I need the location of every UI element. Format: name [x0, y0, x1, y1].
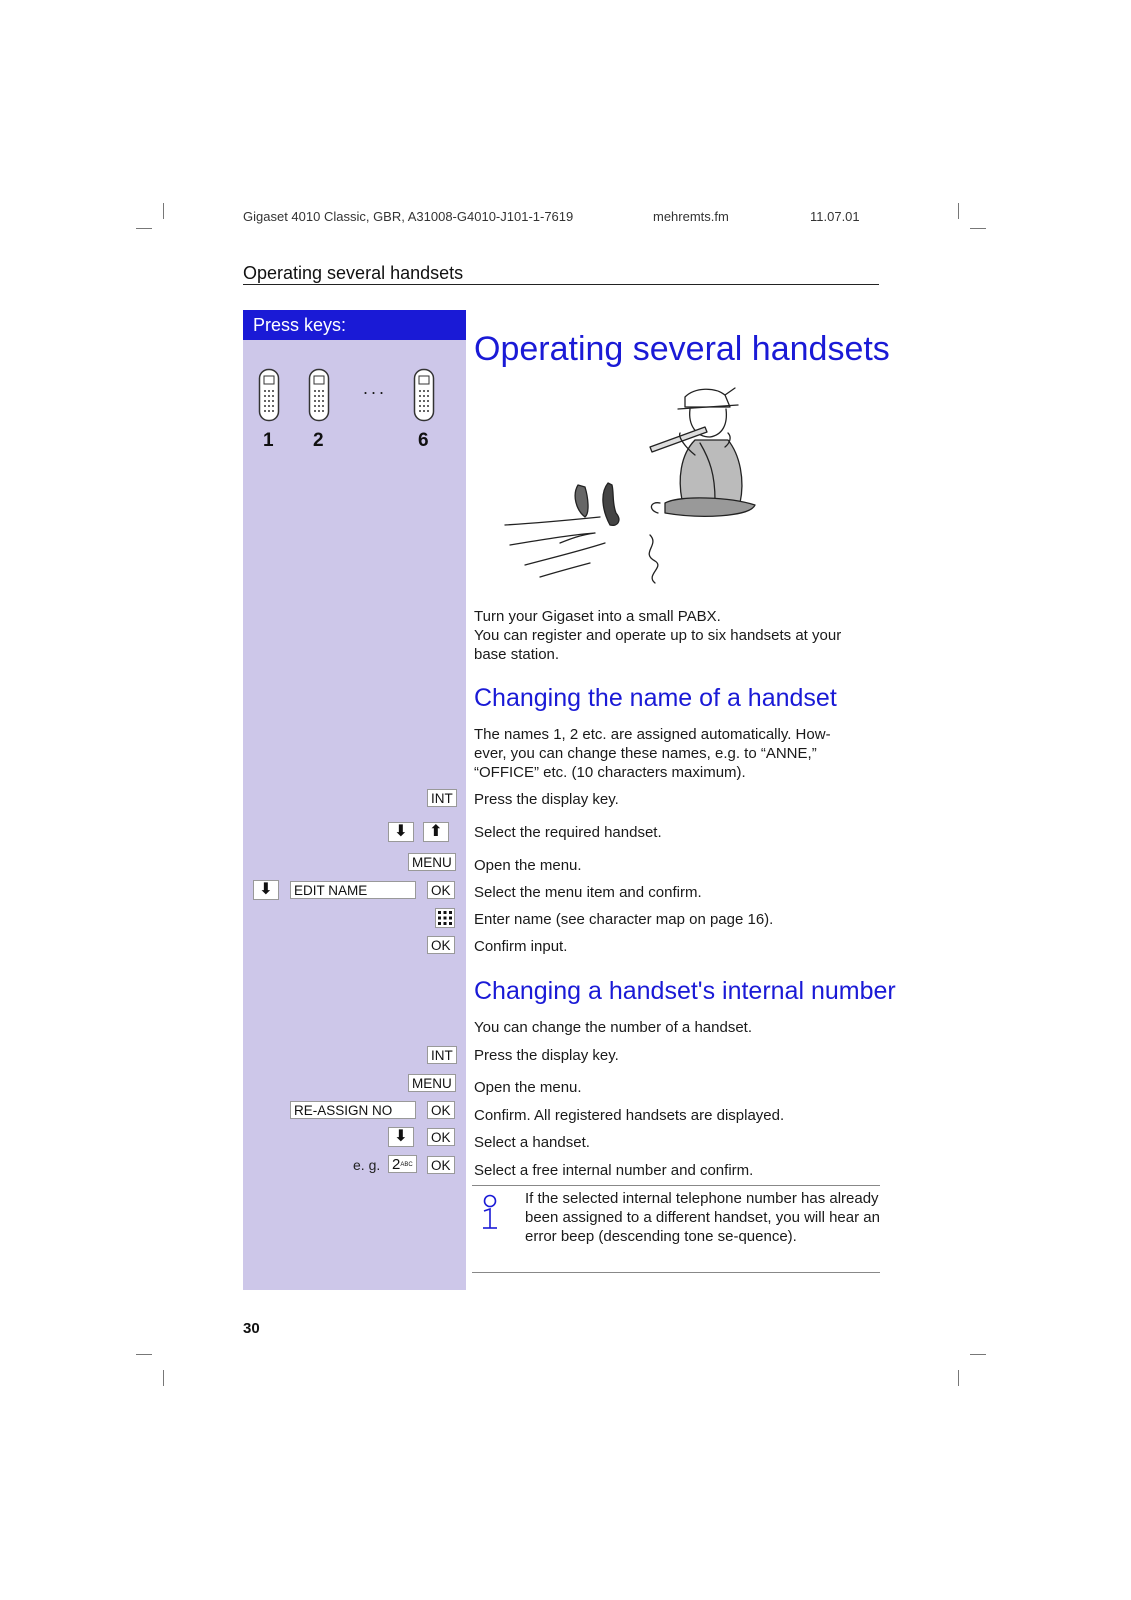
step-text: Confirm input.: [474, 938, 568, 955]
step-text: Open the menu.: [474, 857, 582, 874]
arrow-down-key[interactable]: ⬇: [388, 1127, 414, 1147]
ok-key[interactable]: OK: [427, 1156, 455, 1174]
crop-mark: [958, 203, 959, 219]
example-label: e. g.: [353, 1157, 381, 1173]
handset-icon: [413, 368, 435, 422]
step-text: Press the display key.: [474, 791, 619, 808]
section-heading-change-number: Changing a handset's internal number: [474, 977, 896, 1005]
ok-key[interactable]: OK: [427, 881, 455, 899]
step-text: Press the display key.: [474, 1047, 619, 1064]
keypad-icon: [435, 908, 455, 928]
crop-mark: [970, 228, 986, 229]
section2-intro: You can change the number of a handset.: [474, 1019, 752, 1036]
int-key[interactable]: INT: [427, 1046, 457, 1064]
handset-ellipsis: ...: [363, 378, 388, 398]
menu-key[interactable]: MENU: [408, 1074, 456, 1092]
step-text: Select a handset.: [474, 1134, 590, 1151]
crop-mark: [970, 1354, 986, 1355]
header-doc-id: Gigaset 4010 Classic, GBR, A31008-G4010-J101-1-7619: [243, 209, 574, 224]
crop-mark: [136, 228, 152, 229]
digit-2-key[interactable]: [388, 1155, 417, 1173]
section1-para-line-2: ever, you can change these names, e.g. to “ANNE,”: [474, 745, 817, 762]
int-key[interactable]: INT: [427, 789, 457, 807]
man-with-flute-illustration: [500, 385, 760, 595]
crop-mark: [136, 1354, 152, 1355]
section-heading-change-name: Changing the name of a handset: [474, 684, 837, 712]
ok-key[interactable]: OK: [427, 936, 455, 954]
section1-para-line-1: The names 1, 2 etc. are assigned automatically. How-: [474, 726, 831, 743]
handset-icon: [258, 368, 280, 422]
digit-2-key-letters: ABC: [400, 1162, 413, 1168]
step-text: Select the menu item and confirm.: [474, 884, 702, 901]
press-keys-sidebar: [243, 310, 466, 1290]
info-note: If the selected internal telephone number has already been assigned to a different handset, you will hear an error beep (descending tone se-quence).: [525, 1190, 880, 1245]
digit-2-key-number: 2: [392, 1156, 401, 1173]
running-head-rule: [243, 284, 879, 285]
header-date: 11.07.01: [810, 209, 860, 224]
intro-line-3: base station.: [474, 646, 560, 663]
ok-key[interactable]: OK: [427, 1128, 455, 1146]
crop-mark: [163, 1370, 164, 1386]
arrow-down-key[interactable]: ⬇: [388, 822, 414, 842]
step-text: Enter name (see character map on page 16).: [474, 911, 774, 928]
page-number: 30: [243, 1320, 260, 1337]
menu-key[interactable]: MENU: [408, 853, 456, 871]
crop-mark: [163, 203, 164, 219]
edit-name-display[interactable]: EDIT NAME: [290, 881, 416, 899]
header-file: mehremts.fm: [653, 209, 729, 224]
intro-line-1: Turn your Gigaset into a small PABX.: [474, 608, 721, 625]
arrow-down-key[interactable]: ⬇: [253, 880, 279, 900]
arrow-up-key[interactable]: ⬆: [423, 822, 449, 842]
handset-number-2: 2: [313, 430, 324, 451]
handset-number-1: 1: [263, 430, 274, 451]
crop-mark: [958, 1370, 959, 1386]
step-text: Select a free internal number and confirm.: [474, 1162, 754, 1179]
intro-line-2: You can register and operate up to six handsets at your: [474, 627, 842, 644]
step-text: Select the required handset.: [474, 824, 662, 841]
info-icon: [478, 1194, 502, 1232]
note-bottom-rule: [472, 1272, 880, 1273]
section1-para-line-3: “OFFICE” etc. (10 characters maximum).: [474, 764, 746, 781]
handset-number-6: 6: [418, 430, 429, 451]
running-head: Operating several handsets: [243, 263, 464, 283]
handset-icon: [308, 368, 330, 422]
step-text: Confirm. All registered handsets are displayed.: [474, 1107, 785, 1124]
step-text: Open the menu.: [474, 1079, 582, 1096]
press-keys-header: Press keys:: [243, 310, 466, 340]
note-top-rule: [472, 1185, 880, 1186]
reassign-no-display[interactable]: RE-ASSIGN NO: [290, 1101, 416, 1119]
page-title: Operating several handsets: [474, 330, 890, 368]
ok-key[interactable]: OK: [427, 1101, 455, 1119]
